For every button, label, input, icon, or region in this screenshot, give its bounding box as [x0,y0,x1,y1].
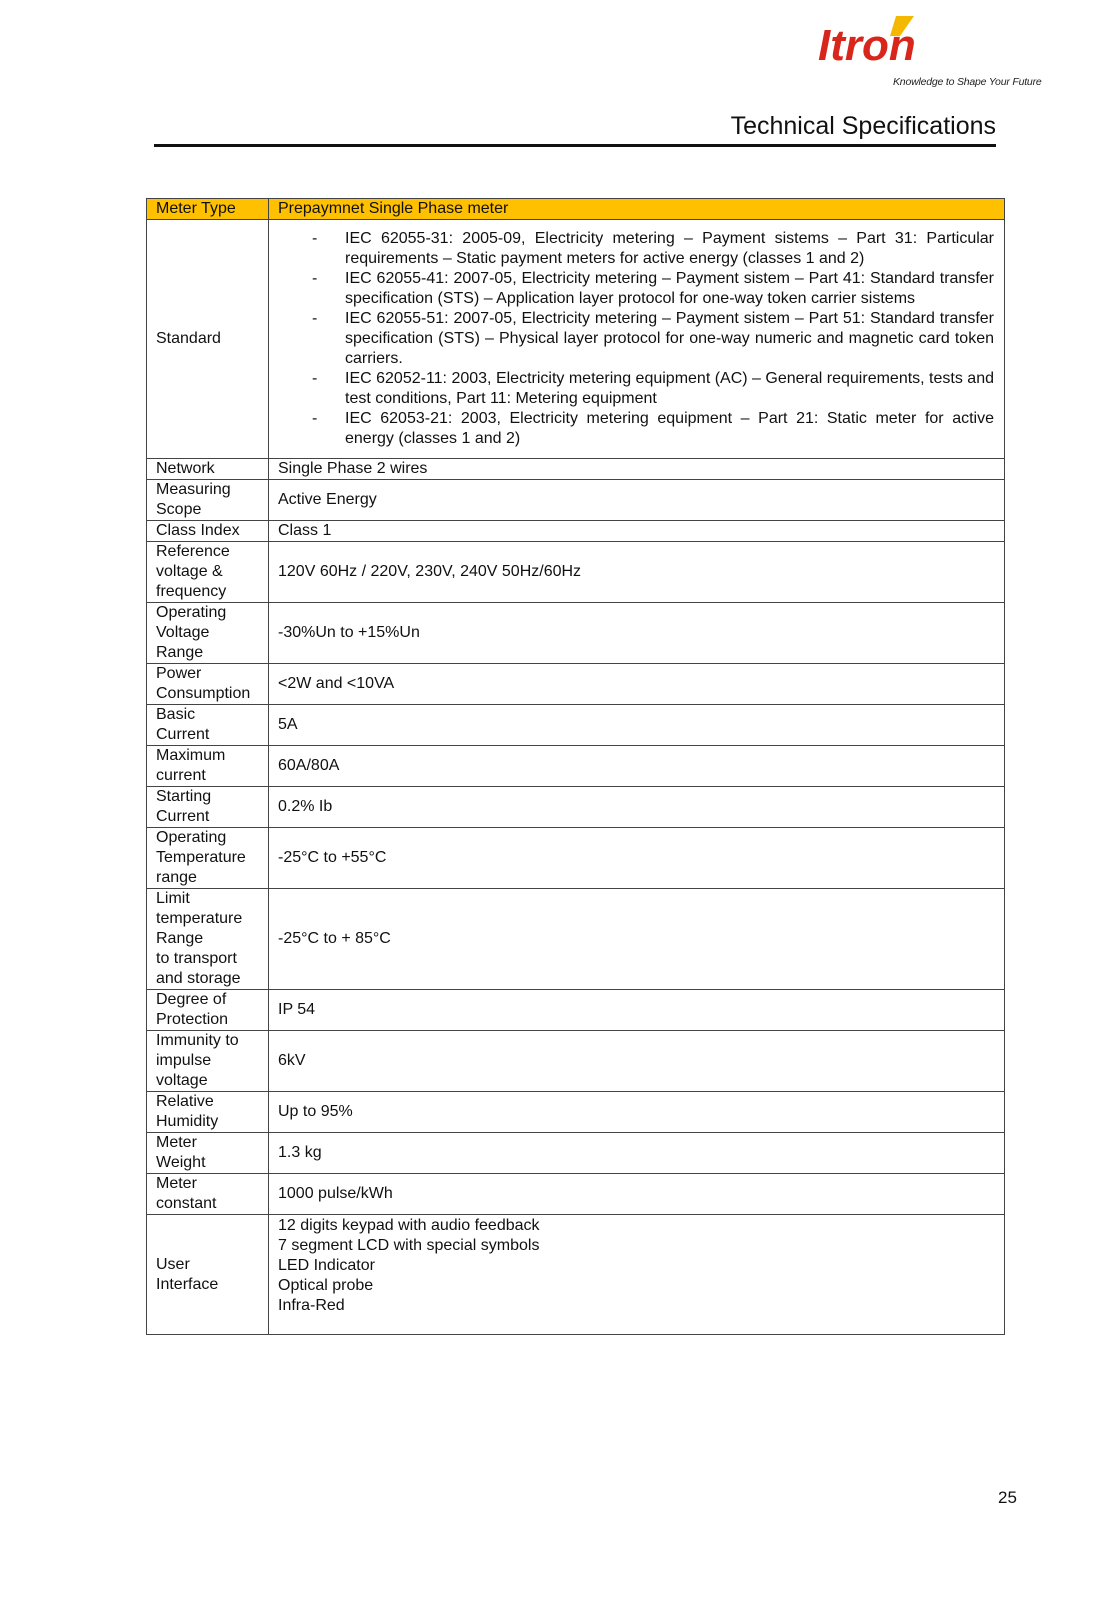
param-cell: Basic Current [147,705,269,746]
value-cell: Single Phase 2 wires [269,459,1005,480]
value-cell: 6kV [269,1031,1005,1092]
param-cell: Immunity to impulse voltage [147,1031,269,1092]
page-number: 25 [998,1488,1017,1507]
value-cell: <2W and <10VA [269,664,1005,705]
param-cell: User Interface [147,1215,269,1335]
table-row [147,1174,1005,1215]
value-cell: -25°C to +55°C [269,828,1005,889]
table-row [147,705,1005,746]
standards-list [278,229,994,449]
standard-item: - IEC 62055-31: 2005-09, Electricity metering – Payment sistems – Part 31: Particular requirements – Static payment meters for active energy (classes 1 and 2) [278,229,994,269]
user-interface-cell [269,1215,1005,1335]
param-cell: Measuring Scope [147,480,269,521]
value-cell: 1000 pulse/kWh [269,1174,1005,1215]
param-cell: Power Consumption [147,664,269,705]
table-row [147,1092,1005,1133]
value-cell: -30%Un to +15%Un [269,603,1005,664]
value-cell: Up to 95% [269,1092,1005,1133]
param-cell: Meter Weight [147,1133,269,1174]
user-interface-item: 12 digits keypad with audio feedback [278,1217,540,1234]
table-row [147,664,1005,705]
param-cell: Operating Voltage Range [147,603,269,664]
param-cell: Maximum current [147,746,269,787]
value-cell: 60A/80A [269,746,1005,787]
table-row [147,1133,1005,1174]
table-row [147,521,1005,542]
param-cell: Reference voltage & frequency [147,542,269,603]
param-cell: Standard [147,220,269,459]
value-cell: 120V 60Hz / 220V, 230V, 240V 50Hz/60Hz [269,542,1005,603]
header-value-cell: Prepaymnet Single Phase meter [269,199,1005,220]
table-row-user-interface [147,1215,1005,1335]
standard-item: - IEC 62052-11: 2003, Electricity metering equipment (AC) – General requirements, tests and test conditions, Part 11: Metering equipment [278,369,994,409]
value-cell: -25°C to + 85°C [269,889,1005,990]
param-cell: Limit temperature Range to transport and storage [147,889,269,990]
logo-tagline: Knowledge to Shape Your Future [893,76,1042,88]
table-row [147,787,1005,828]
table-header-row [147,199,1005,220]
user-interface-item: Infra-Red [278,1297,345,1314]
table-row [147,746,1005,787]
table-row [147,480,1005,521]
value-cell: IP 54 [269,990,1005,1031]
param-cell: Degree of Protection [147,990,269,1031]
param-cell: Meter constant [147,1174,269,1215]
standard-item: - IEC 62055-51: 2007-05, Electricity metering – Payment sistem – Part 51: Standard transfer specification (STS) – Physical layer protocol for one-way numeric and magnetic card token carriers. [278,309,994,369]
param-cell: Network [147,459,269,480]
title-divider [154,144,996,147]
table-row [147,828,1005,889]
value-cell: Class 1 [269,521,1005,542]
table-row-standard [147,220,1005,459]
value-cell: 1.3 kg [269,1133,1005,1174]
user-interface-item: Optical probe [278,1277,374,1294]
page-title: Technical Specifications [730,112,996,140]
value-cell: Active Energy [269,480,1005,521]
standard-item: - IEC 62055-41: 2007-05, Electricity metering – Payment sistem – Part 41: Standard transfer specification (STS) – Application layer protocol for one-way token carrier sistems [278,269,994,309]
user-interface-list [278,1216,996,1316]
standard-item: - IEC 62053-21: 2003, Electricity metering equipment – Part 21: Static meter for active energy (classes 1 and 2) [278,409,994,449]
table-row [147,603,1005,664]
standards-cell [269,220,1005,459]
param-cell: Class Index [147,521,269,542]
logo-wordmark: Itron [818,21,916,70]
param-cell: Relative Humidity [147,1092,269,1133]
value-cell: 5A [269,705,1005,746]
header-param-cell: Meter Type [147,199,269,220]
spec-table [146,198,1005,1335]
user-interface-item: 7 segment LCD with special symbols [278,1237,540,1254]
param-cell: Operating Temperature range [147,828,269,889]
table-row [147,990,1005,1031]
param-cell: Starting Current [147,787,269,828]
table-row [147,459,1005,480]
table-row [147,542,1005,603]
table-row [147,889,1005,990]
table-row [147,1031,1005,1092]
user-interface-item: LED Indicator [278,1257,375,1274]
value-cell: 0.2% Ib [269,787,1005,828]
